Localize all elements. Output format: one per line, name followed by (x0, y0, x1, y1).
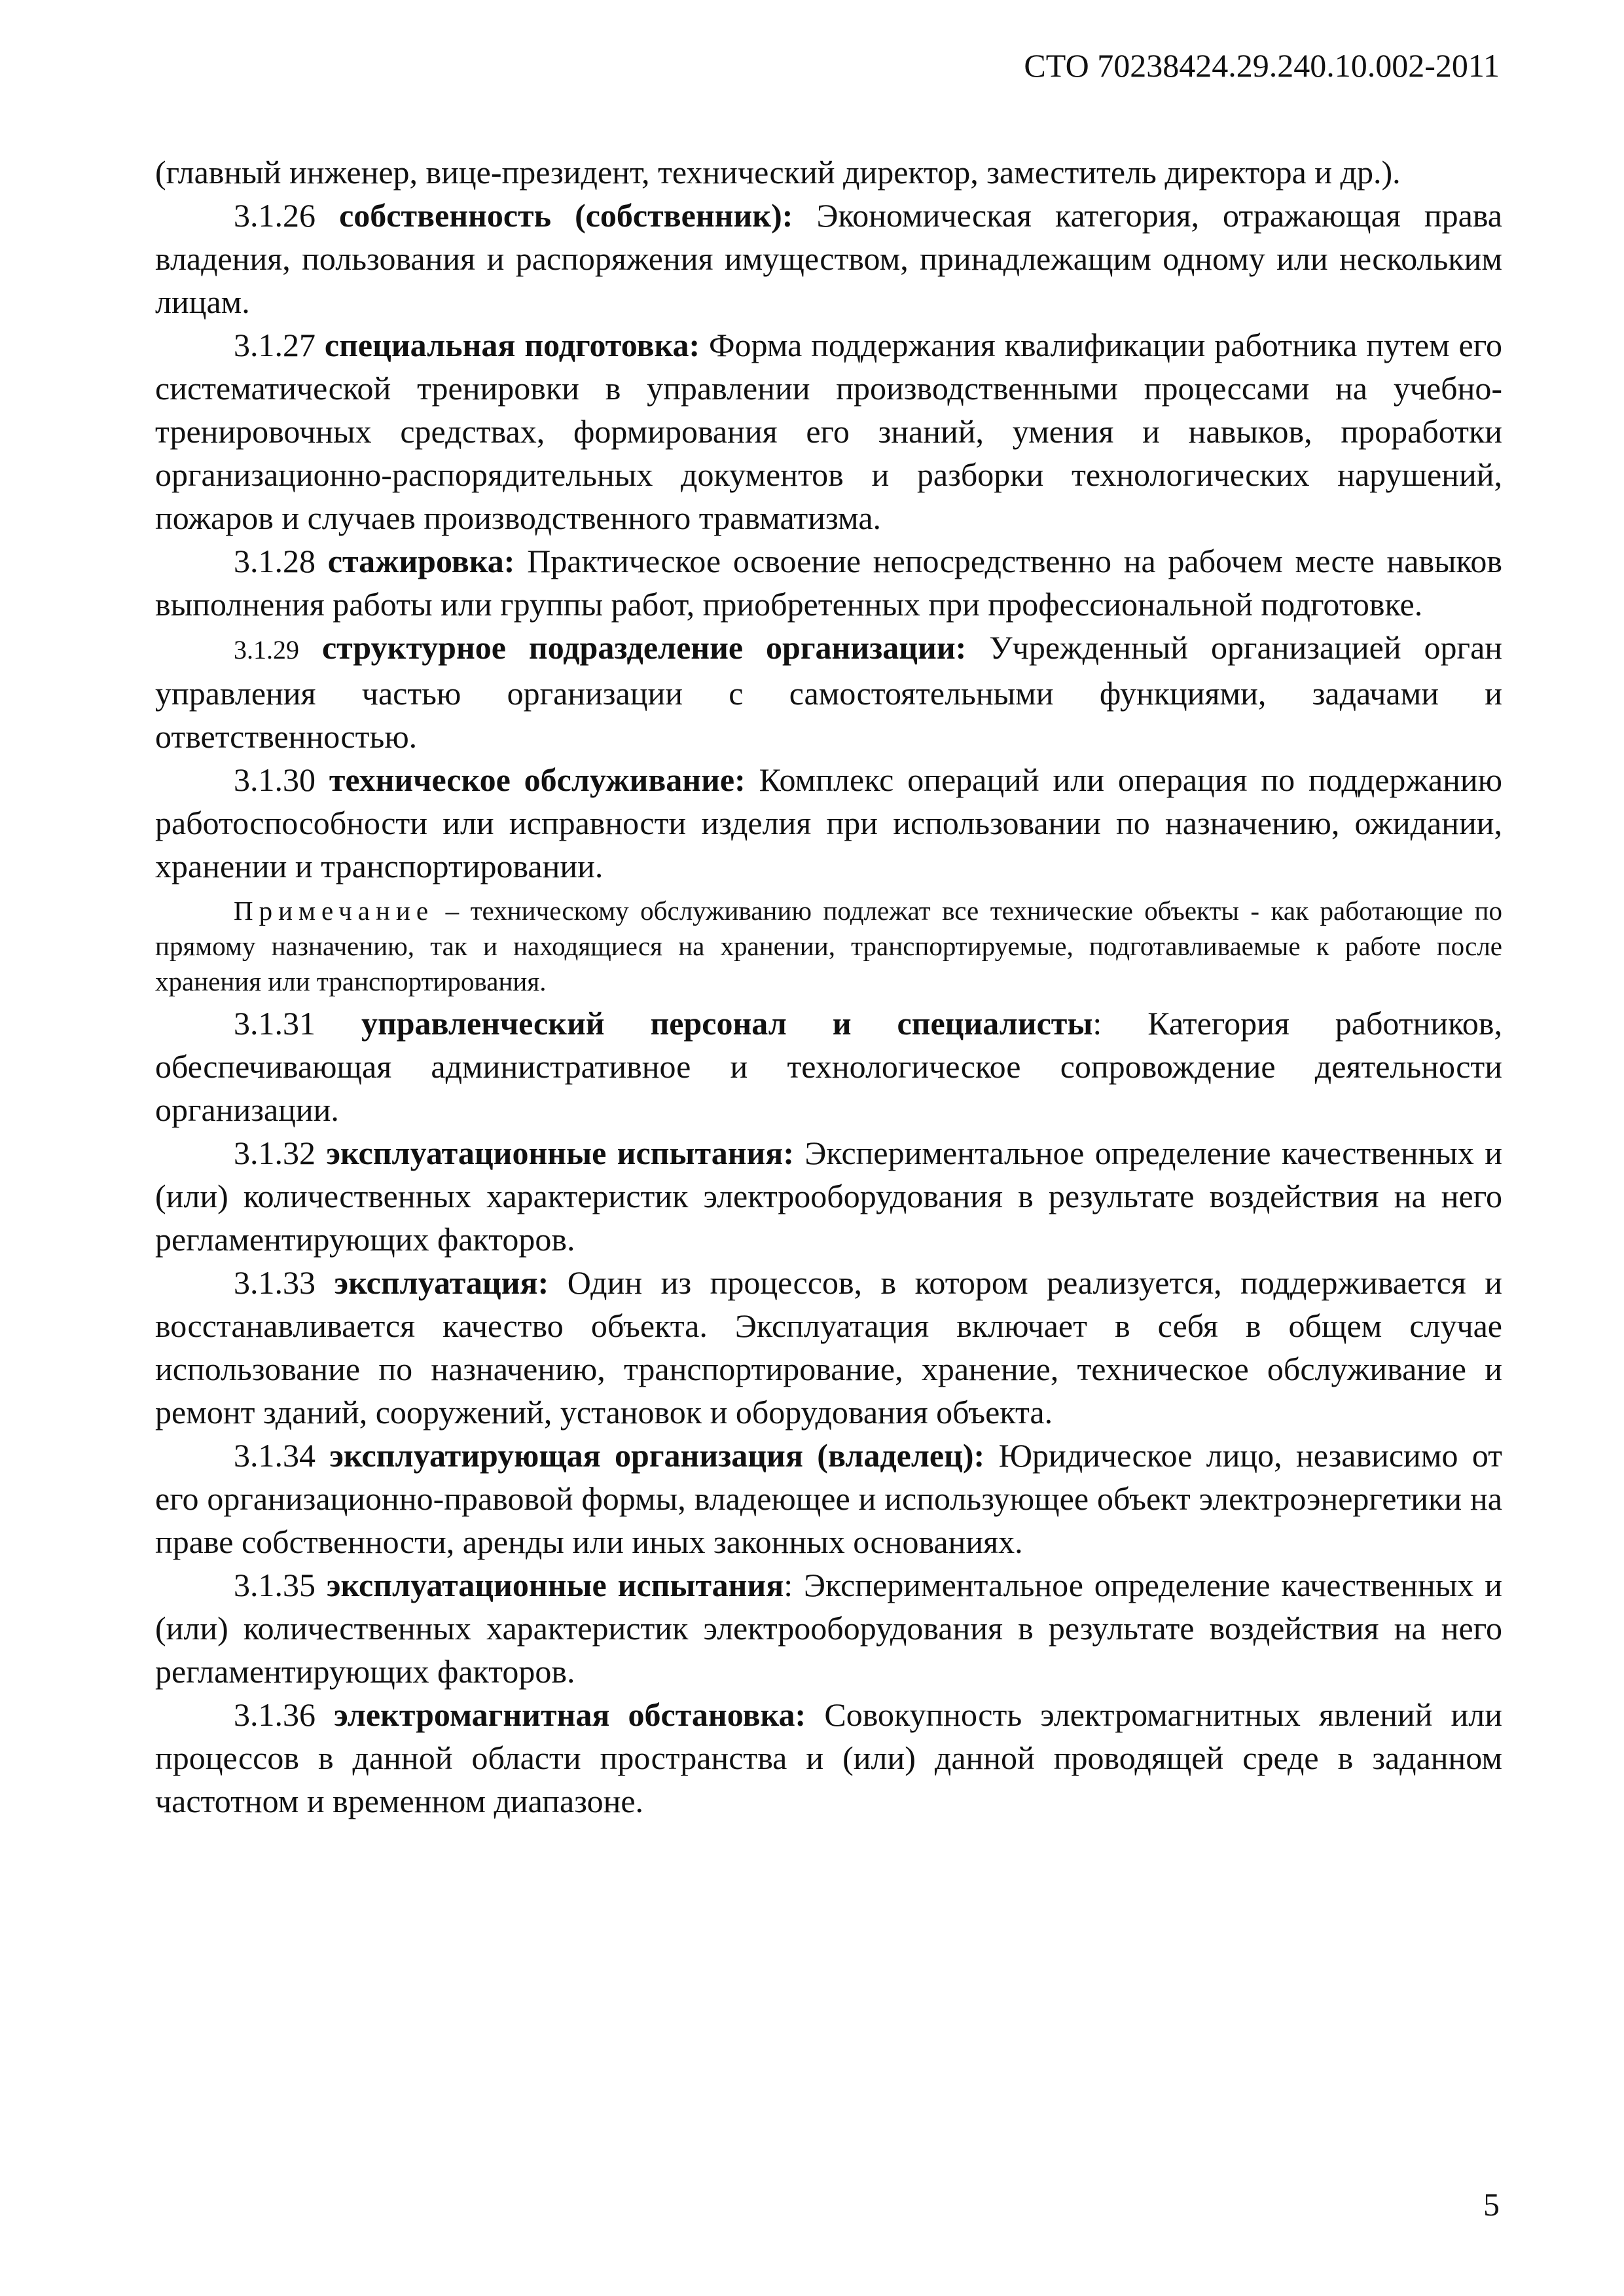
entry-definition: Практическое освоение непосредственно на рабочем месте навыков выполнения работы или группы работ, приобретенных при профессиональной подготовке. (155, 543, 1503, 623)
entry-number: 3.1.36 (234, 1696, 316, 1733)
entry-definition: Экспериментальное определение качественных и (или) количественных характеристик электрооборудования в результате воздействия на него регламентирующих факторов. (155, 1135, 1503, 1258)
note-text: – техническому обслуживанию подлежат все технические объекты - как работающие по прямому назначению, так и находящиеся на хранении, транспортируемые, подготавливаемые к работе после хранения или транспортирования. (155, 896, 1502, 996)
document-code-header: СТО 70238424.29.240.10.002-2011 (1024, 47, 1500, 84)
entry-definition: Юридическое лицо, независимо от его организационно-правовой формы, владеющее и использующее объект электроэнергетики на праве собственности, аренды или иных законных основаниях. (155, 1437, 1503, 1560)
entry-number: 3.1.33 (234, 1264, 316, 1301)
entry-term: структурное подразделение организации: (321, 629, 967, 666)
entry-number: 3.1.32 (234, 1135, 316, 1171)
entry-term: электромагнитная обстановка: (334, 1696, 806, 1733)
entry-definition: Один из процессов, в котором реализуется, поддерживается и восстанавливается качество объекта. Эксплуатация включает в себя в общем случае использование по назначению, транспортирование, хранение, техническое обслуживание и ремонт зданий, сооружений, установок и оборудования объекта. (155, 1264, 1503, 1430)
entry-number: 3.1.31 (234, 1005, 316, 1042)
note-paragraph (155, 893, 1502, 999)
entry-definition: Комплекс операций или операция по поддержанию работоспособности или исправности изделия при использовании по назначению, ожидании, хранении и транспортировании. (155, 761, 1502, 884)
entry-term: эксплуатирующая организация (владелец): (329, 1437, 985, 1474)
entry-number: 3.1.35 (234, 1567, 316, 1603)
definition-entry (155, 1261, 1502, 1434)
entry-number: 3.1.26 (234, 197, 316, 234)
entry-term: эксплуатационные испытания (326, 1567, 784, 1603)
entry-definition: Учрежденный организацией орган управления частью организации с самостоятельными функциями, задачами и ответственностью. (155, 629, 1503, 755)
entry-term: специальная подготовка: (324, 327, 700, 363)
continuation-paragraph: (главный инженер, вице-президент, технический директор, заместитель директора и др.). (155, 154, 1401, 191)
page-number: 5 (1483, 2186, 1500, 2223)
definition-entry (155, 1434, 1502, 1563)
definition-entry (155, 626, 1502, 758)
entry-definition: Совокупность электромагнитных явлений или процессов в данной области пространства и (или) данной проводящей среде в заданном частотном и временном диапазоне. (155, 1696, 1503, 1819)
entry-number: 3.1.27 (234, 327, 316, 363)
definition-entry (155, 323, 1502, 539)
entry-definition: Форма поддержания квалификации работника путем его систематической тренировки в управлении производственными процессами на учебно-тренировочных средствах, формирования его знаний, умения и навыков, проработки организационно-распорядительных документов и разборки технологических нарушений, пожаров и случаев производственного травматизма. (155, 327, 1502, 536)
definition-entry (155, 758, 1502, 888)
entry-number: 3.1.28 (234, 543, 316, 579)
entry-definition: Экономическая категория, отражающая права владения, пользования и распоряжения имуществом, принадлежащим одному или нескольким лицам. (155, 197, 1502, 320)
entry-definition: : Экспериментальное определение качественных и (или) количественных характеристик электрооборудования в результате воздействия на него регламентирующих факторов. (155, 1567, 1502, 1690)
entry-number: 3.1.29 (234, 635, 299, 665)
definition-entry (155, 1693, 1502, 1823)
definition-entry (155, 539, 1502, 626)
definition-entry (155, 1563, 1502, 1693)
entry-term: стажировка: (327, 543, 515, 579)
entry-term: собственность (собственник): (339, 197, 793, 234)
entry-term: эксплуатационные испытания: (326, 1135, 795, 1171)
entry-number: 3.1.30 (234, 761, 316, 798)
entry-number: 3.1.34 (234, 1437, 316, 1474)
note-label: Примечание (234, 896, 435, 926)
entry-definition: : Категория работников, обеспечивающая административное и технологическое сопровождение деятельности организации. (155, 1005, 1502, 1128)
definition-entry (155, 1131, 1502, 1261)
entry-term: эксплуатация: (334, 1264, 549, 1301)
document-body (155, 151, 1502, 1823)
definition-entry (155, 194, 1502, 323)
entry-term: управленческий персонал и специалисты (361, 1005, 1093, 1042)
definition-entry (155, 1002, 1502, 1131)
entry-term: техническое обслуживание: (329, 761, 746, 798)
